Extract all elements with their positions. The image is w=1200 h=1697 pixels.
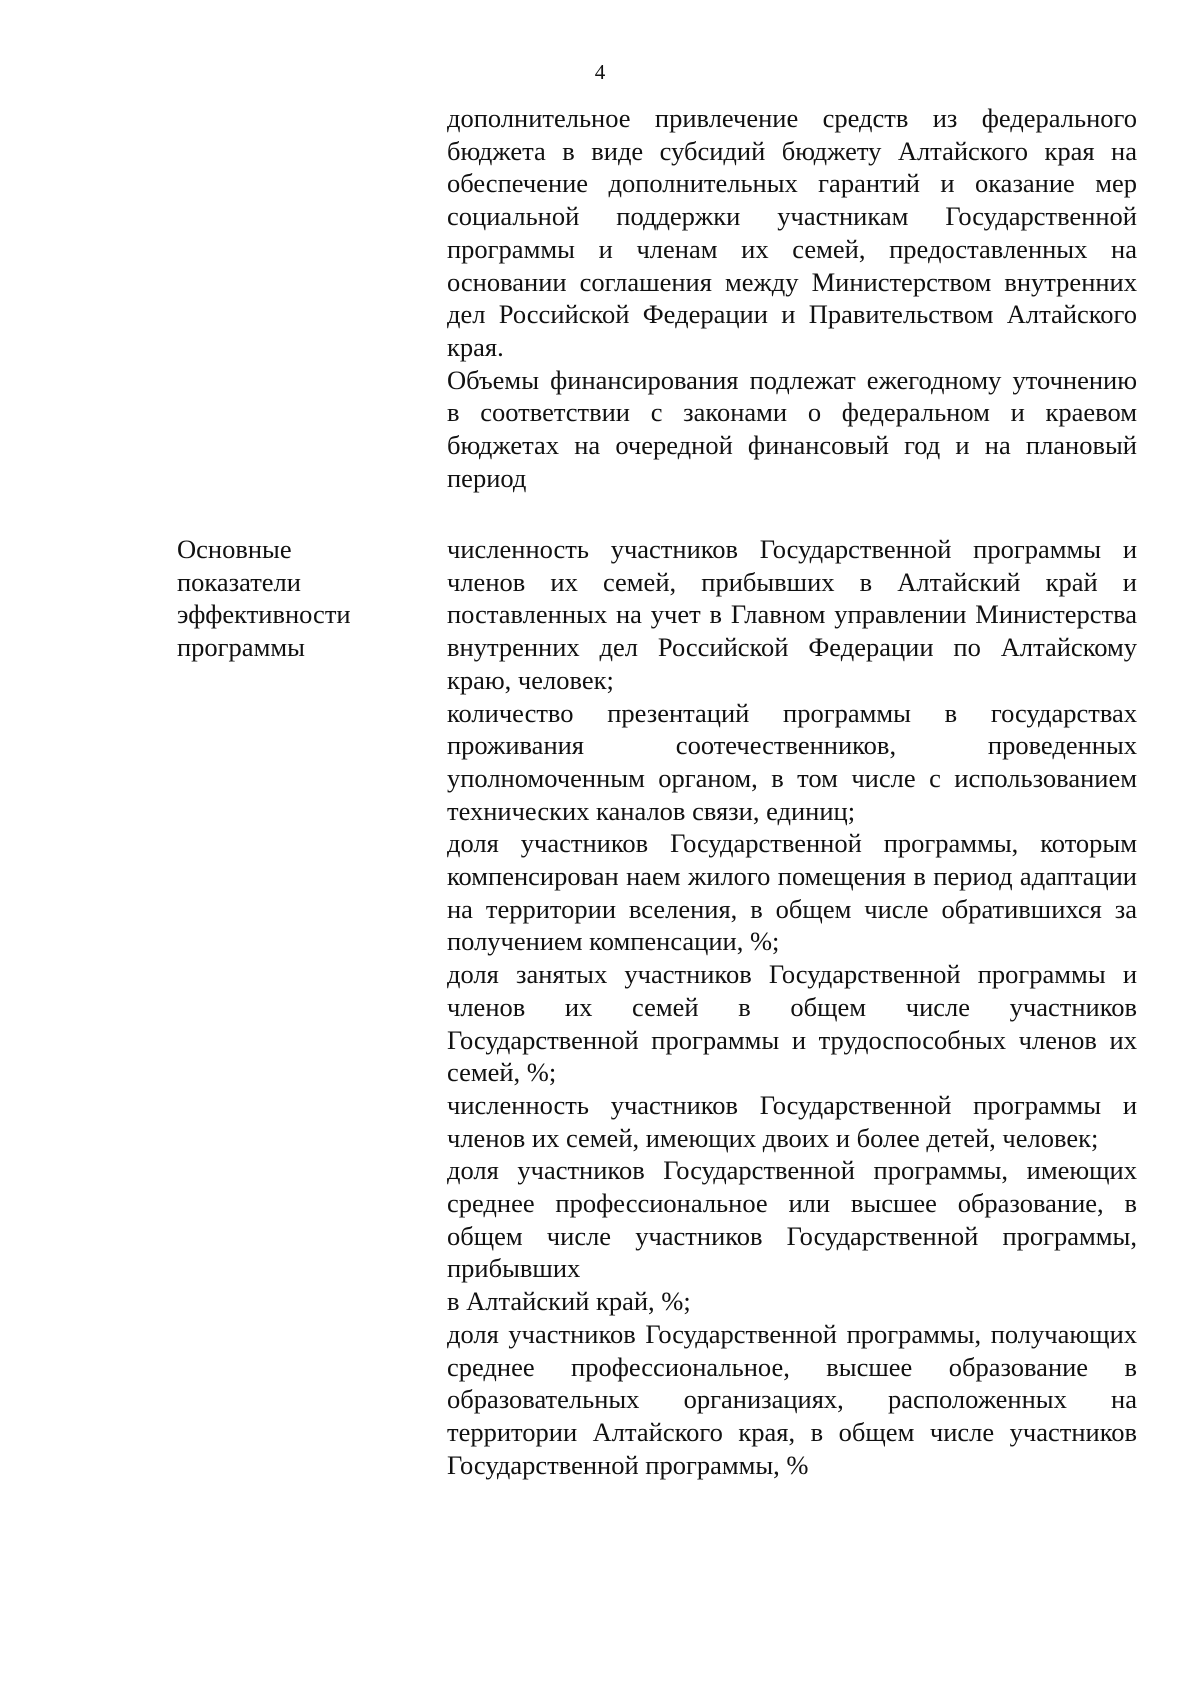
indicator-item: на территории вселения, в общем числе обратившихся за получением компенсации, %; <box>447 893 1137 957</box>
indicators-list <box>447 533 1137 1481</box>
indicator-item: количество презентаций программы в государствах проживания соотечественников, проведенных уполномоченным органом, в том числе с использованием технических каналов связи, единиц; <box>447 697 1137 826</box>
indicators-label-line: программы <box>177 632 305 663</box>
indicators-label-line: показатели <box>177 566 301 597</box>
page-number: 4 <box>594 60 606 84</box>
indicator-item: доля участников Государственной программы, которым компенсирован наем жилого помещения в период адаптации <box>447 828 1137 892</box>
funding-paragraph: дополнительное привлечение средств из федерального бюджета в виде субсидий бюджету Алтайского края на обеспечение дополнительных гарантий и оказание мер социальной поддержки участникам Государственной программы и членам их семей, предоставленных на основании соглашения между Министерством внутренних дел Российской Федерации и Правительством Алтайского края. <box>447 103 1137 362</box>
indicators-label-line: эффективности <box>177 599 351 630</box>
indicators-label-line: Основные <box>177 534 292 564</box>
funding-text-block <box>447 102 1137 494</box>
indicator-item: доля участников Государственной программы, имеющих среднее профессиональное или высшее образование, в общем числе участников Государственной программы, прибывших <box>447 1155 1137 1284</box>
indicator-item: доля занятых участников Государственной программы и членов их семей в общем числе участников Государственной программы и трудоспособных членов их семей, %; <box>447 959 1137 1088</box>
indicator-item: численность участников Государственной программы и членов их семей, прибывших в Алтайский край и поставленных на учет в Главном управлении Министерства внутренних дел Российской Федерации по Алтайскому краю, человек; <box>447 534 1137 695</box>
indicator-item: доля участников Государственной программы, получающих среднее профессиональное, высшее образование в образовательных организациях, расположенных на территории Алтайского края, в общем числе участников Государственной программы, % <box>447 1318 1137 1480</box>
funding-paragraph: Объемы финансирования подлежат ежегодному уточнению в соответствии с законами о федеральном и краевом бюджетах на очередной финансовый год и на плановый период <box>447 364 1137 493</box>
indicators-label <box>177 533 407 664</box>
indicator-item: численность участников Государственной программы и членов их семей, имеющих двоих и более детей, человек; <box>447 1089 1137 1153</box>
indicator-item: в Алтайский край, %; <box>447 1286 691 1317</box>
